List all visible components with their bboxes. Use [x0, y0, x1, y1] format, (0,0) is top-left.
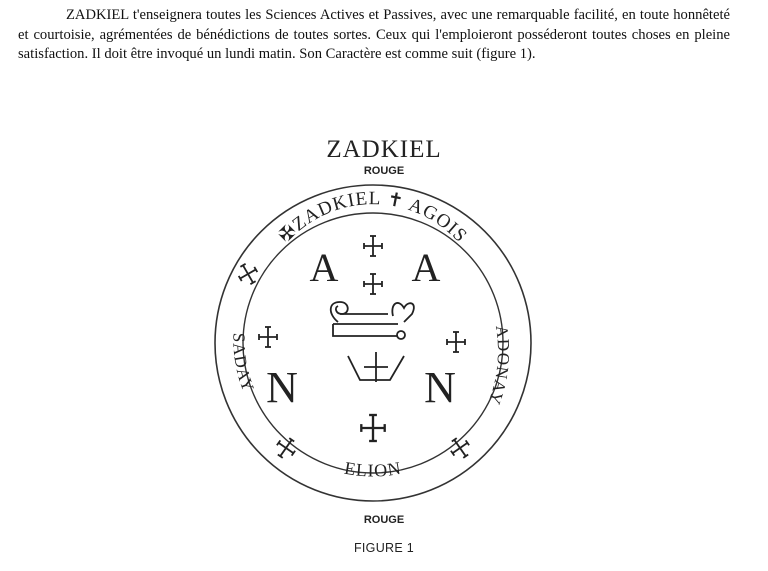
center-cross-second-icon [364, 274, 382, 294]
seal-title: ZADKIEL [326, 136, 442, 163]
letter-a-left: A [309, 245, 339, 290]
color-label-top: ROUGE [363, 165, 405, 177]
figure-caption: FIGURE 1 [353, 541, 415, 555]
ring-text-bottom: ELION [342, 457, 403, 481]
letter-n-right: N [424, 363, 456, 412]
body-paragraph [18, 6, 730, 65]
paragraph-text: ZADKIEL t'enseignera toutes les Sciences Actives et Passives, avec une remarquable facilité, en toute honnêteté et courtoisie, agrémentées de bénédictions de toutes sortes. Ceux qui l'emploieront posséderont toutes choses en pleine satisfaction. Il doit être invoqué un lundi matin. Son Caractère est comme suit (figure 1). [18, 7, 730, 62]
letter-n-left: N [266, 363, 298, 412]
color-label-bottom: ROUGE [363, 514, 405, 526]
right-cross-icon [447, 332, 465, 352]
center-cross-top-icon [364, 236, 382, 256]
central-sigil-icon [331, 302, 414, 382]
ring-text-left: SADAY [229, 332, 259, 395]
center-cross-bottom-icon [361, 415, 384, 441]
zadkiel-seal [208, 184, 538, 502]
left-cross-icon [259, 327, 277, 347]
letter-a-right: A [411, 245, 441, 290]
outer-ring [215, 185, 531, 501]
ring-text-right: ADONAY [484, 323, 514, 408]
ring-text-top: ✠ZADKIEL ✝ AGOIS [274, 188, 472, 247]
